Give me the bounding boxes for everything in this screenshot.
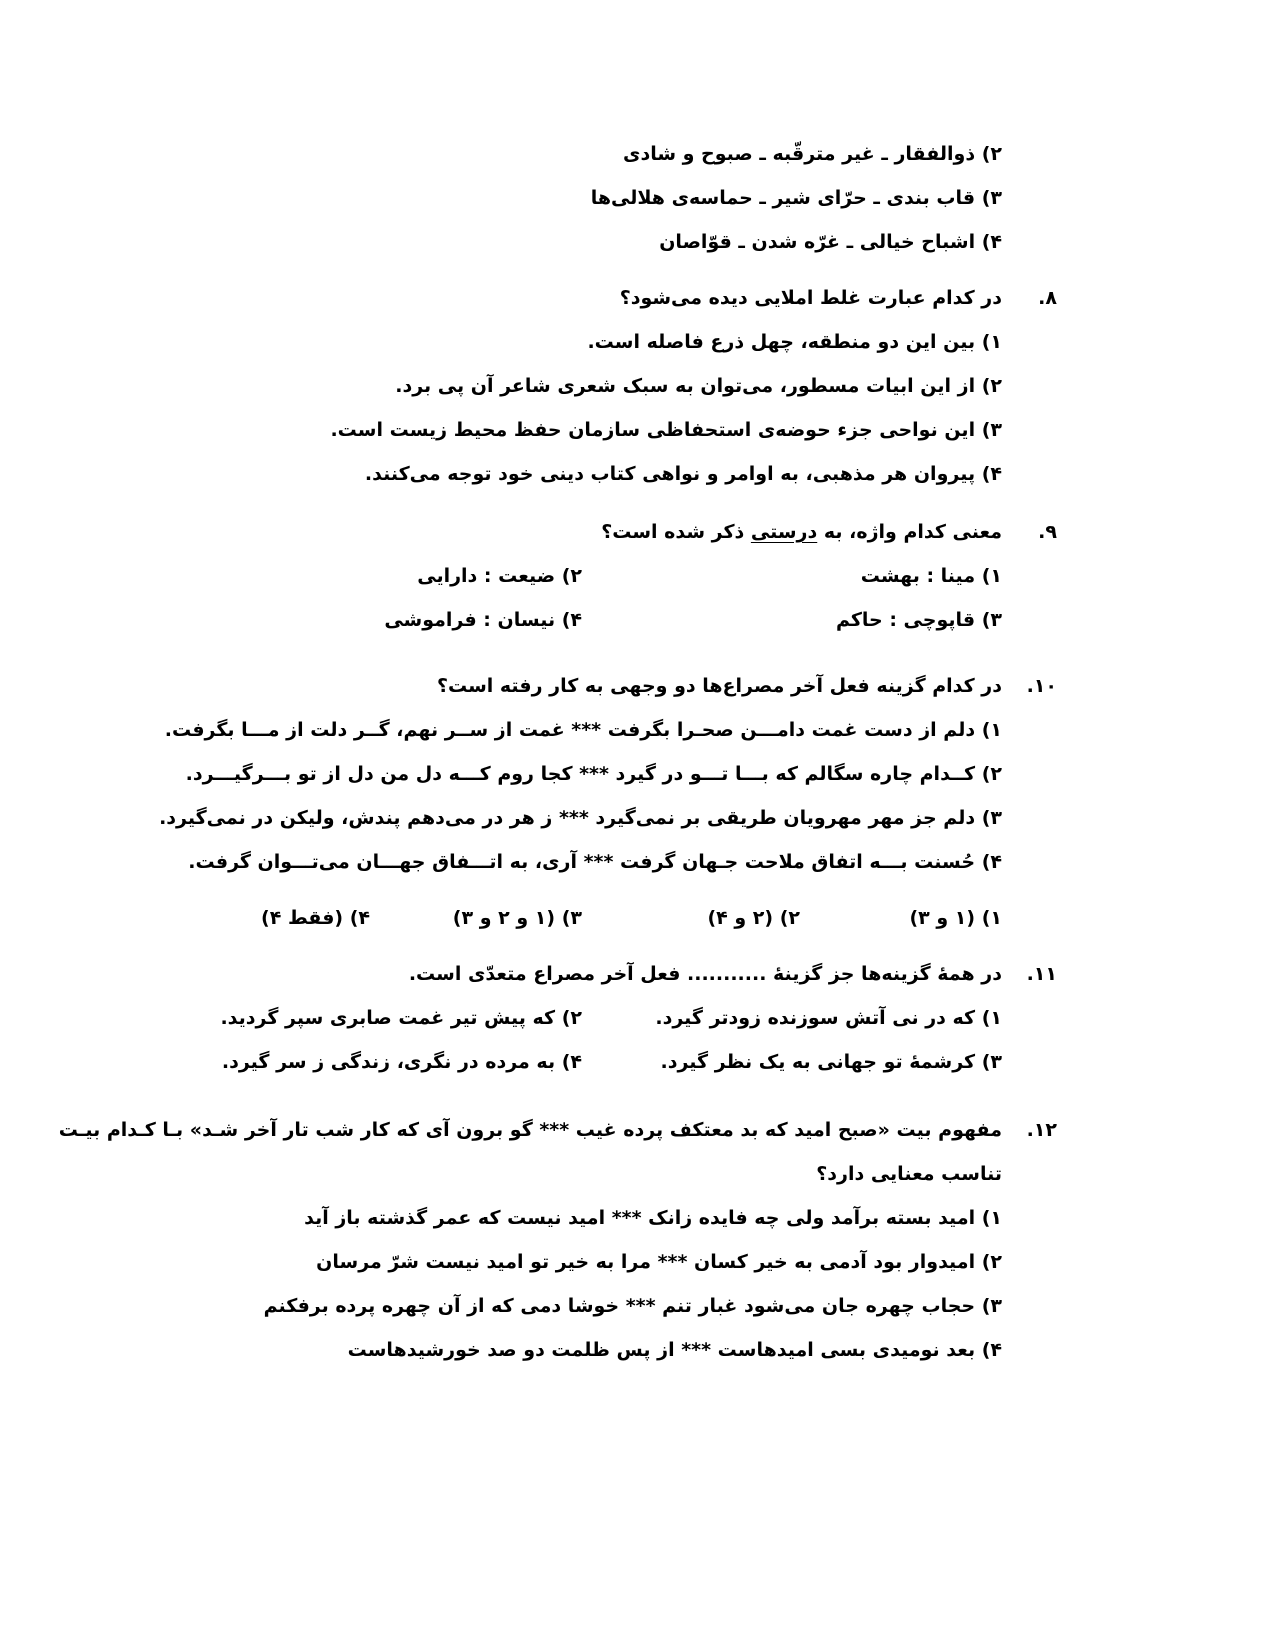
- q11-option-2: ۲) که پیش تیر غمت صابری سپر گردید.: [220, 1007, 582, 1029]
- q10-verse-2: ۲) کــدام چاره سگالم که بـــا تـــو در گیرد *** کجا روم کـــه دل من دل از تو بـــرگیـــرد.: [185, 763, 1002, 785]
- q8-question: در کدام عبارت غلط املایی دیده می‌شود؟: [619, 287, 1002, 309]
- q12-question-line-1: مفهوم بیت «صبح امید که بد معتکف پرده غیب *** گو برون آی که کار شب تار آخر شـد» بـا کـدام بیـت: [58, 1119, 1002, 1141]
- q11-option-3: ۳) کرشمهٔ تو جهانی به یک نظر گیرد.: [660, 1051, 1002, 1073]
- q10-verse-3: ۳) دلم جز مهر مهرویان طریقی بر نمی‌گیرد *** ز هر در می‌دهم پندش، ولیکن در نمی‌گیرد.: [159, 807, 1002, 829]
- q7-option-3: ۳) قاب بندی ـ حرّای شیر ـ حماسه‌ی هلالی‌ها: [590, 187, 1002, 209]
- q9-question-before: معنی کدام واژه، به: [817, 521, 1002, 543]
- q8-option-1: ۱) بین این دو منطقه، چهل ذرع فاصله است.: [587, 331, 1002, 353]
- q9-question: [601, 518, 1002, 546]
- q10-answer-1: ۱) (۱ و ۳): [909, 907, 1002, 929]
- q8-number: ۸.: [1038, 287, 1057, 309]
- q12-option-3: ۳) حجاب چهره جان می‌شود غبار تنم *** خوشا دمی که از آن چهره پرده برفکنم: [263, 1295, 1002, 1317]
- q9-number: ۹.: [1038, 521, 1057, 543]
- q10-number: ۱۰.: [1026, 675, 1057, 697]
- q9-option-4: ۴) نیسان : فراموشی: [384, 609, 582, 631]
- q12-option-1: ۱) امید بسته برآمد ولی چه فایده زانک *** امید نیست که عمر گذشته باز آید: [304, 1207, 1002, 1229]
- q8-option-2: ۲) از این ابیات مسطور، می‌توان به سبک شعری شاعر آن پی برد.: [395, 375, 1002, 397]
- q12-option-2: ۲) امیدوار بود آدمی به خیر کسان *** مرا به خیر تو امید نیست شرّ مرسان: [316, 1251, 1002, 1273]
- q10-answer-3: ۳) (۱ و ۲ و ۳): [452, 907, 582, 929]
- q10-answer-2: ۲) (۲ و ۴): [707, 907, 800, 929]
- q11-question: در همهٔ گزینه‌ها جز گزینهٔ ........... فعل آخر مصراع متعدّی است.: [408, 963, 1002, 985]
- q8-option-3: ۳) این نواحی جزء حوضه‌ی استحفاظی سازمان حفظ محیط زیست است.: [330, 419, 1002, 441]
- q10-verse-4: ۴) حُسنت بـــه اتفاق ملاحت جـهان گرفت *** آری، به اتـــفاق جهـــان می‌تـــوان گرفت.: [188, 851, 1002, 873]
- q12-option-4: ۴) بعد نومیدی بسی امیدهاست *** از پس ظلمت دو صد خورشیدهاست: [347, 1339, 1002, 1361]
- q8-option-4: ۴) پیروان هر مذهبی، به اوامر و نواهی کتاب دینی خود توجه می‌کنند.: [364, 463, 1002, 485]
- q10-question: در کدام گزینه فعل آخر مصراع‌ها دو وجهی به کار رفته است؟: [436, 675, 1002, 697]
- q10-verse-1: ۱) دلم از دست غمت دامـــن صحـرا بگرفت *** غمت از ســر نهم، گــر دلت از مـــا بگرفت.: [164, 719, 1002, 741]
- q12-number: ۱۲.: [1026, 1119, 1057, 1141]
- q9-option-2: ۲) ضیعت : دارایی: [417, 565, 582, 587]
- q9-question-after: ذکر شده است؟: [601, 521, 751, 543]
- q9-option-3: ۳) قاپوچی : حاکم: [835, 609, 1002, 631]
- q11-number: ۱۱.: [1026, 963, 1057, 985]
- q9-option-1: ۱) مینا : بهشت: [860, 565, 1002, 587]
- q7-option-2: ۲) ذوالفقار ـ غیر مترقّبه ـ صبوح و شادی: [623, 143, 1002, 165]
- q9-question-underlined: درستی: [750, 521, 818, 543]
- q12-question-line-2: تناسب معنایی دارد؟: [816, 1163, 1002, 1185]
- q7-option-4: ۴) اشباح خیالی ـ غرّه شدن ـ قوّاصان: [659, 231, 1002, 253]
- q11-option-4: ۴) به مرده در نگری، زندگی ز سر گیرد.: [221, 1051, 582, 1073]
- q10-answer-4: ۴) (فقط ۴): [261, 907, 370, 929]
- q11-option-1: ۱) که در نی آتش سوزنده زودتر گیرد.: [655, 1007, 1002, 1029]
